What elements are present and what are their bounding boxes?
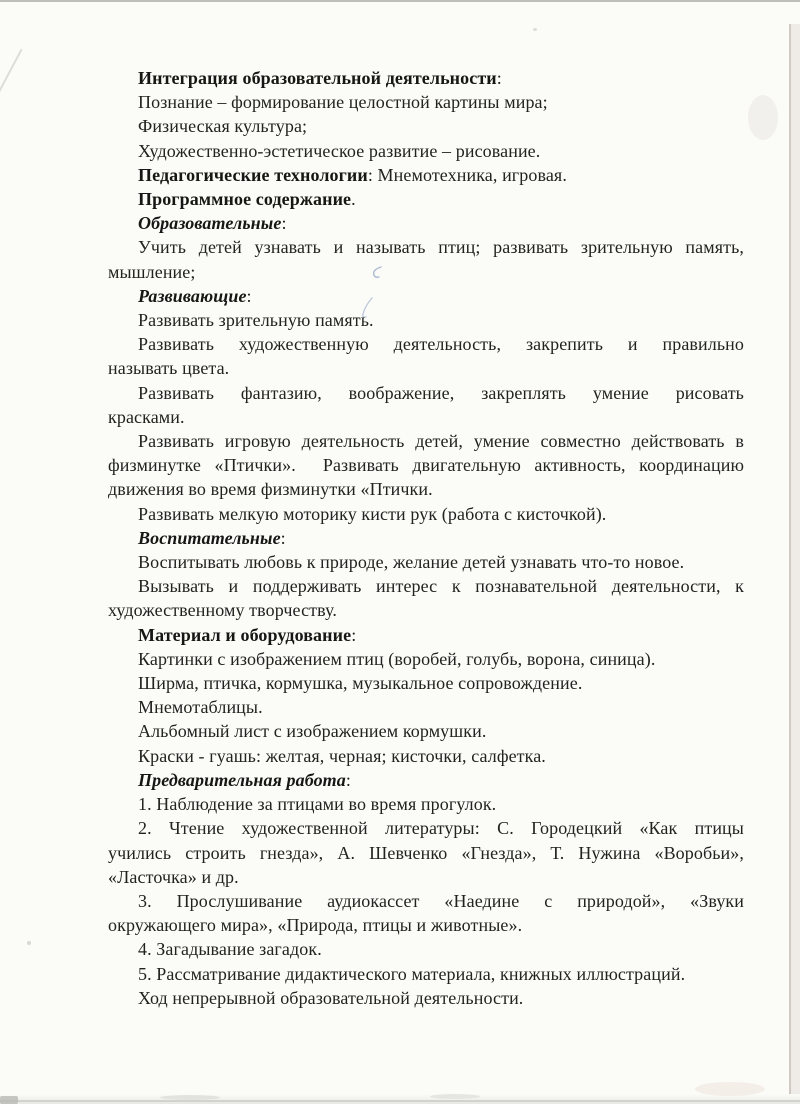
- text-line-12: [108, 332, 744, 356]
- text-line-16: [108, 429, 744, 453]
- text-run: Интеграция образовательной деятельности: [138, 68, 497, 88]
- text-run: физминутке «Птички». Развивать двигательную активность, координацию: [108, 455, 744, 476]
- text-line-36: [108, 913, 744, 937]
- text-line-28: [108, 719, 744, 743]
- text-run: Альбомный лист с изображением кормушки.: [138, 721, 487, 742]
- text-run: Педагогические технологии: [138, 164, 368, 185]
- text-line-19: [108, 502, 744, 526]
- text-run: красками.: [108, 406, 185, 427]
- text-line-34: [108, 865, 744, 889]
- text-run: Познание – формирование целостной картины мира;: [138, 92, 548, 113]
- text-run: Развивать мелкую моторику кисти рук (работа с кисточкой).: [138, 503, 607, 524]
- text-line-39: [108, 986, 744, 1010]
- text-run: Образовательные: [138, 213, 282, 234]
- text-line-32: [108, 816, 744, 840]
- text-run: :: [281, 213, 287, 234]
- scan-edge-right-strip: [791, 24, 800, 1104]
- text-line-31: [108, 792, 744, 816]
- text-run: Воспитывать любовь к природе, желание детей узнавать что-то новое.: [138, 552, 685, 573]
- text-line-7: [108, 211, 744, 235]
- scan-speck: [27, 941, 31, 945]
- text-run: окружающего мира», «Природа, птицы и животные».: [108, 915, 523, 936]
- text-line-14: [108, 381, 744, 405]
- text-run: 2. Чтение художественной литературы: С. Городецкий «Как птицы: [138, 818, 744, 839]
- text-line-25: [108, 647, 744, 671]
- text-run: Физическая культура;: [138, 116, 308, 137]
- text-line-2: [108, 90, 744, 114]
- text-line-1: [108, 66, 744, 90]
- text-line-8: [108, 235, 744, 259]
- text-run: Развивать зрительную память.: [138, 310, 374, 331]
- text-line-35: [108, 889, 744, 913]
- text-line-26: [108, 671, 744, 695]
- text-line-33: [108, 841, 744, 865]
- text-run: 5. Рассматривание дидактического материала, книжных иллюстраций.: [138, 963, 686, 984]
- text-run: :: [280, 527, 286, 548]
- text-run: Развивать художественную деятельность, закрепить и правильно: [138, 334, 744, 355]
- text-run: 3. Прослушивание аудиокассет «Наедине с природой», «Звуки: [138, 890, 744, 911]
- text-run: Ход непрерывной образовательной деятельности.: [138, 987, 524, 1008]
- text-run: мышление;: [108, 261, 196, 282]
- text-run: Материал и оборудование: [138, 624, 352, 645]
- text-line-17: [108, 453, 744, 477]
- scan-edge-right-line: [789, 24, 791, 1104]
- text-run: Предварительная работа: [138, 769, 346, 790]
- text-line-9: [108, 260, 744, 284]
- text-line-30: [108, 768, 744, 792]
- text-run: :: [345, 769, 351, 790]
- text-line-5: [108, 163, 744, 187]
- text-line-11: [108, 308, 744, 332]
- text-run: Мнемотаблицы.: [138, 697, 263, 718]
- scan-smudge: [748, 95, 778, 140]
- text-run: Воспитательные: [138, 527, 281, 548]
- scan-edge-bottom-line: [0, 1100, 800, 1102]
- scan-smudge: [430, 1094, 480, 1099]
- text-run: : Мнемотехника, игровая.: [367, 164, 567, 185]
- scan-edge-top: [0, 0, 800, 2]
- text-run: 4. Загадывание загадок.: [138, 939, 322, 960]
- text-line-20: [108, 526, 744, 550]
- scan-smudge: [160, 1095, 220, 1100]
- text-run: художественному творчеству.: [108, 600, 338, 621]
- text-run: Учить детей узнавать и называть птиц; развивать зрительную память,: [138, 237, 744, 258]
- text-run: Развивать фантазию, воображение, закреплять умение рисовать: [138, 382, 744, 403]
- text-run: :: [351, 624, 357, 645]
- text-run: Художественно-эстетическое развитие – рисование.: [138, 140, 541, 161]
- text-line-38: [108, 962, 744, 986]
- text-line-18: [108, 477, 744, 501]
- scan-speck: [533, 28, 537, 31]
- text-line-4: [108, 139, 744, 163]
- text-run: «Ласточка» и др.: [108, 866, 239, 887]
- text-run: :: [496, 68, 502, 88]
- text-run: Программное содержание: [138, 189, 352, 210]
- text-line-29: [108, 744, 744, 768]
- text-run: :: [246, 285, 252, 306]
- text-line-22: [108, 574, 744, 598]
- text-line-27: [108, 695, 744, 719]
- scan-edge-bottom-corner: [0, 1096, 18, 1104]
- text-run: 1. Наблюдение за птицами во время прогулок.: [138, 794, 497, 815]
- text-line-37: [108, 937, 744, 961]
- text-run: учились строить гнезда», А. Шевченко «Гнезда», Т. Нужина «Воробьи»,: [108, 842, 744, 863]
- text-line-21: [108, 550, 744, 574]
- text-block: [108, 66, 744, 1010]
- text-run: Краски - гуашь: желтая, черная; кисточки, салфетка.: [138, 745, 546, 766]
- text-line-10: [108, 284, 744, 308]
- text-run: Вызывать и поддерживать интерес к познавательной деятельности, к: [138, 576, 744, 597]
- scan-smudge: [695, 1082, 765, 1096]
- paper-crease-mark: [0, 49, 22, 97]
- text-line-15: [108, 405, 744, 429]
- text-run: Ширма, птичка, кормушка, музыкальное сопровождение.: [138, 673, 583, 694]
- text-line-3: [108, 114, 744, 138]
- text-line-6: [108, 187, 744, 211]
- text-run: называть цвета.: [108, 358, 230, 379]
- text-line-13: [108, 356, 744, 380]
- text-run: Картинки с изображением птиц (воробей, голубь, ворона, синица).: [138, 648, 656, 669]
- text-run: Развивать игровую деятельность детей, умение совместно действовать в: [138, 431, 744, 452]
- text-run: .: [351, 189, 356, 210]
- scan-edge-bottom-band: [0, 1094, 800, 1104]
- text-run: движения во время физминутки «Птички.: [108, 479, 433, 500]
- text-line-24: [108, 623, 744, 647]
- text-line-23: [108, 598, 744, 622]
- text-run: Развивающие: [138, 285, 247, 306]
